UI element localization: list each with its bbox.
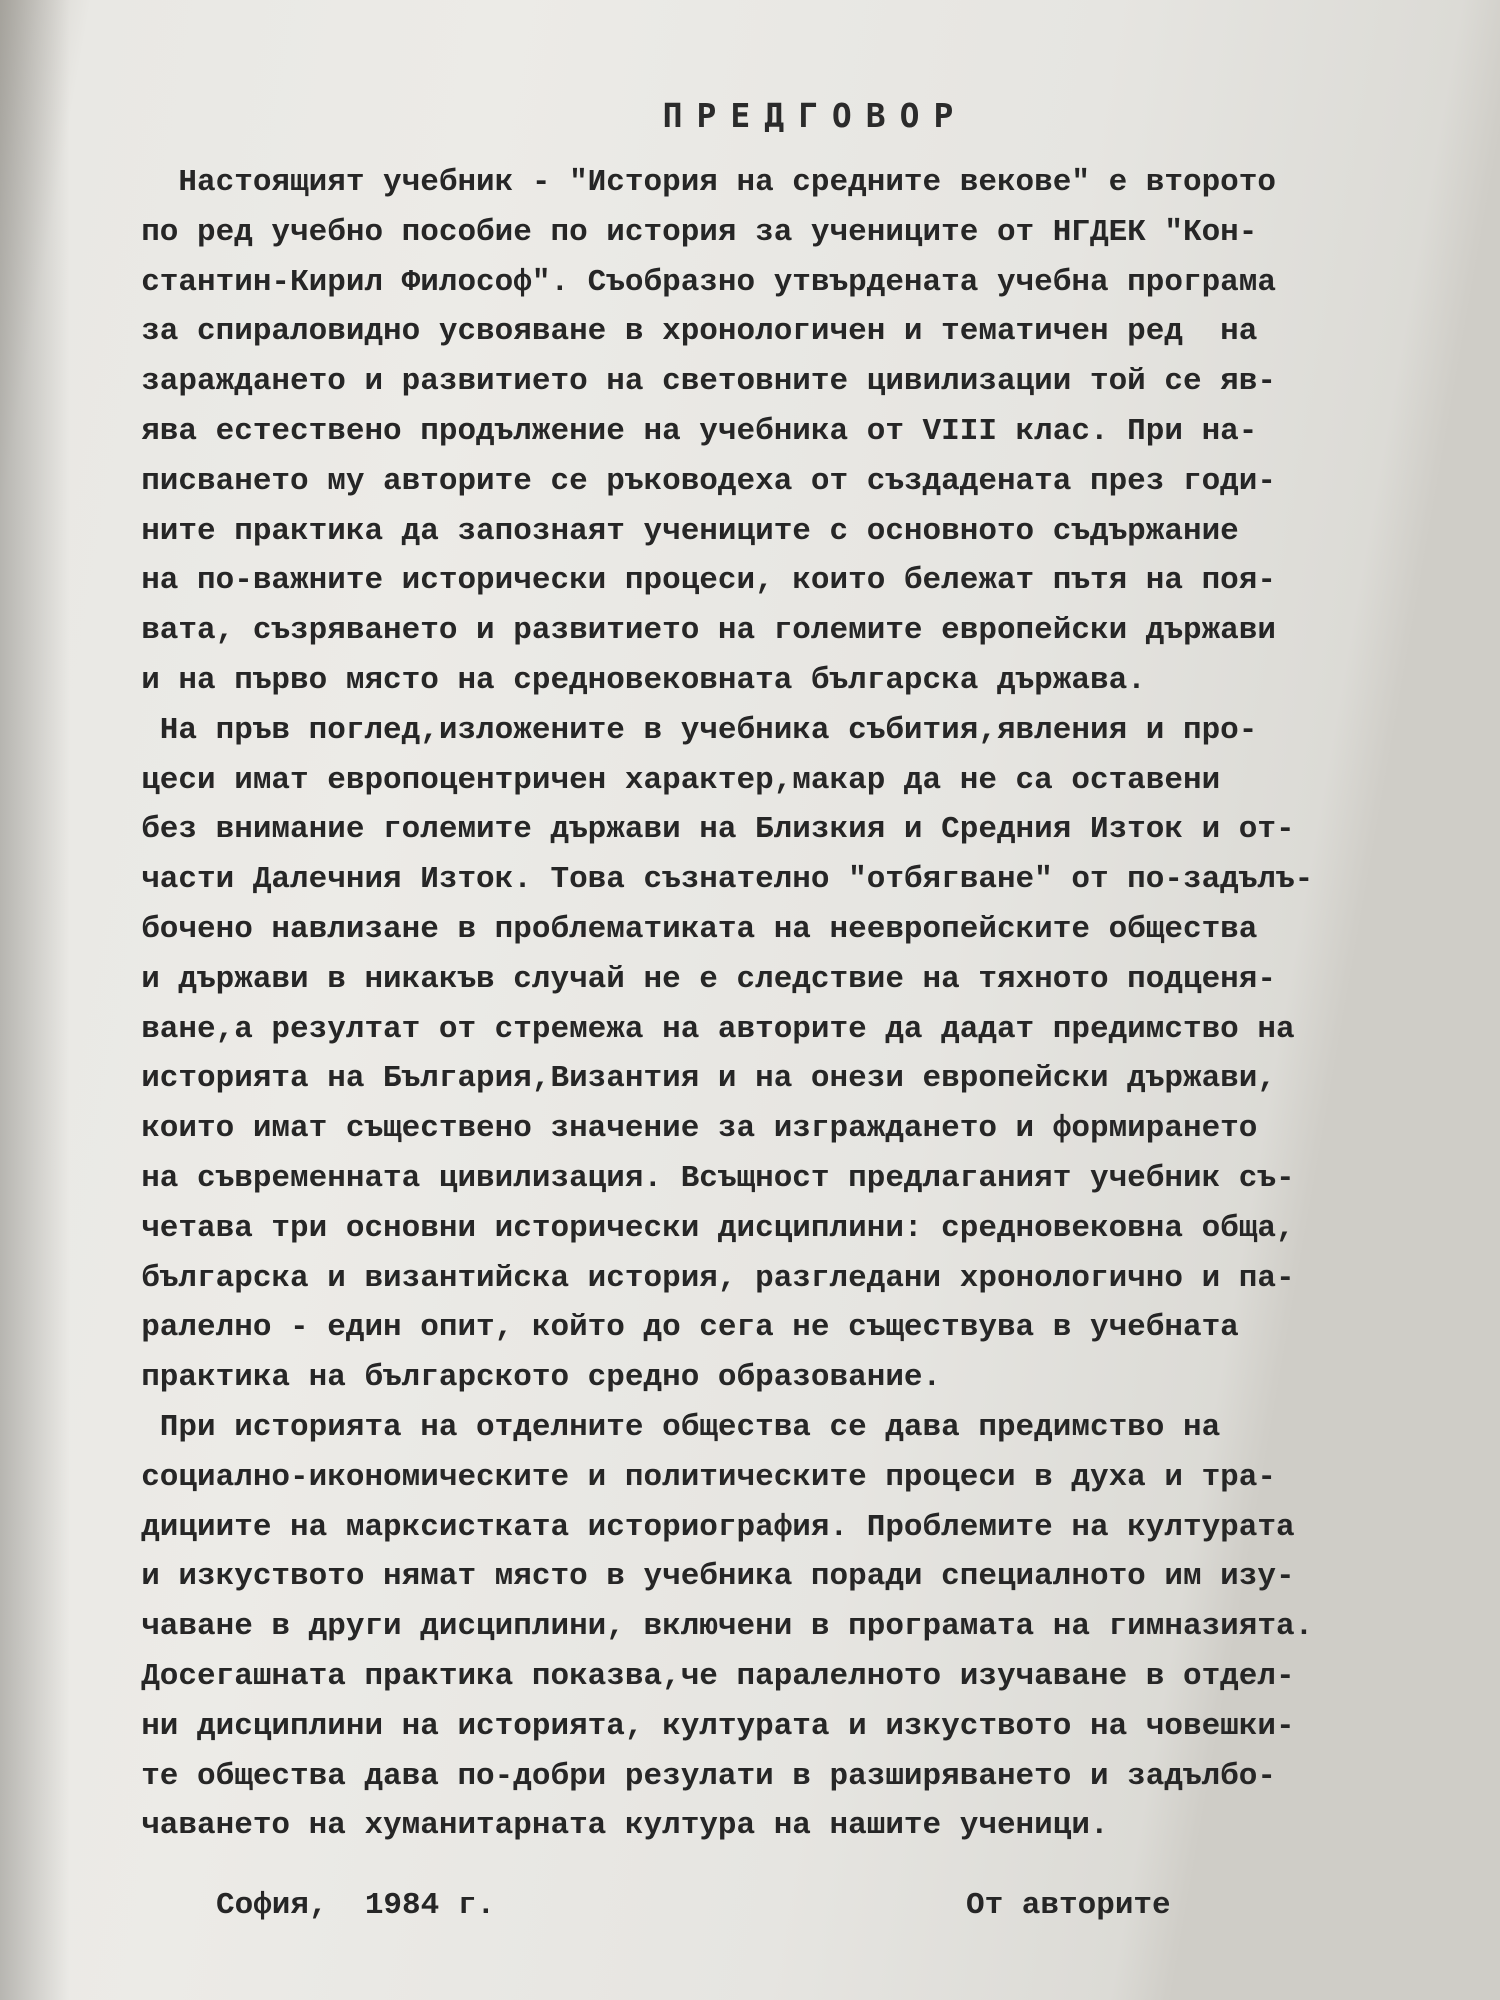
text-line: ване,а резултат от стремежа на авторите да дадат предимство на [104,1011,1295,1047]
text-line: зараждането и развитието на световните цивилизации той се яв- [104,364,1276,400]
text-line: чаването на хуманитарната култура на нашите ученици. [104,1808,1109,1844]
text-line: без внимание големите държави на Близкия и Средния Изток и от- [104,812,1295,848]
text-line: които имат съществено значение за изграждането и формирането [104,1111,1258,1147]
text-line: ни дисциплини на историята, културата и изкуството на човешки- [104,1708,1295,1744]
text-line: части Далечния Изток. Това съзнателно "отбягване" от по-задълъ- [104,862,1314,898]
signature: От авторите [966,1888,1171,1923]
text-line: по ред учебно пособие по история за учениците от НГДЕК "Кон- [104,214,1258,250]
text-line: българска и византийска история, разгледани хронологично и па- [104,1260,1295,1296]
text-line: Настоящият учебник - "История на средните векове" е второто [104,165,1276,200]
text-line: на съвременната цивилизация. Всъщност предлаганият учебник съ- [104,1160,1295,1196]
text-line: ралелно - един опит, който до сега не съществува в учебната [104,1310,1239,1346]
text-line: стантин-Кирил Философ". Съобразно утвърдената учебна програма [104,264,1276,300]
text-line: цеси имат европоцентричен характер,макар да не са оставени [104,762,1221,798]
text-line: вата, съзряването и развитието на големите европейски държави [104,613,1276,649]
text-line: чаване в други дисциплини, включени в програмата на гимназията. [104,1609,1314,1645]
text-line: писването му авторите се ръководеха от създадената през годи- [104,463,1276,499]
text-line: на по-важните исторически процеси, които бележат пътя на поя- [104,563,1276,599]
text-line: четава три основни исторически дисциплини: средновековна обща, [104,1210,1295,1246]
text-line: те общества дава по-добри резулати в разширяването и задълбо- [104,1758,1276,1794]
document-title: ПРЕДГОВОР [662,96,968,135]
page-shadow [0,0,70,2000]
text-line: ява естествено продължение на учебника от VIII клас. При на- [104,413,1258,449]
text-line: При историята на отделните общества се дава предимство на [104,1409,1221,1445]
text-line: и изкуството нямат място в учебника поради специалното им изу- [104,1559,1295,1595]
text-line: На пръв поглед,изложените в учебника събития,явления и про- [104,712,1258,748]
text-line: бочено навлизане в проблематиката на неевропейските общества [104,911,1258,947]
place-date: София, 1984 г. [216,1888,496,1923]
text-line: практика на българското средно образование. [104,1360,942,1396]
text-line: Досегашната практика показва,че паралелното изучаване в отдел- [104,1658,1295,1694]
text-line: социално-икономическите и политическите процеси в духа и тра- [104,1459,1276,1495]
text-line: за спираловидно усвояване в хронологичен и тематичен ред на [104,314,1258,350]
document-body [104,158,1424,1851]
text-line: ните практика да запознаят учениците с основното съдържание [104,513,1239,549]
text-line: и на първо място на средновековната българска държава. [104,662,1146,698]
text-line: и държави в никакъв случай не е следствие на тяхното подценя- [104,961,1276,997]
text-line: историята на България,Византия и на онези европейски държави, [104,1061,1276,1097]
text-line: дициите на марксистката историография. Проблемите на културата [104,1509,1295,1545]
